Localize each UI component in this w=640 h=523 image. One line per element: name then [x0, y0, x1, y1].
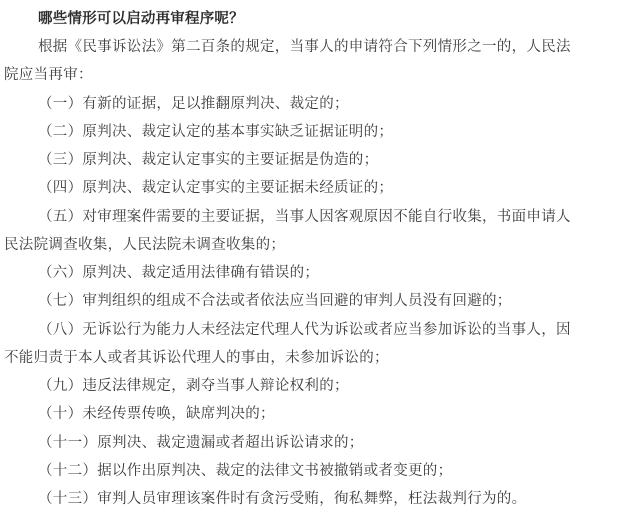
list-item-3: （三）原判决、裁定认定事实的主要证据是伪造的； [38, 152, 379, 168]
list-item-8-line-2: 不能归责于本人或者其诉讼代理人的事由，未参加诉讼的； [4, 350, 389, 366]
list-item-12: （十二）据以作出原判决、裁定的法律文书被撤销或者变更的； [38, 463, 453, 479]
list-item-7: （七）审判组织的组成不合法或者依法应当回避的审判人员没有回避的； [38, 293, 512, 309]
list-item-5-line-2: 民法院调查收集，人民法院未调查收集的； [4, 237, 286, 253]
intro-paragraph-line-2: 院应当再审： [4, 67, 93, 83]
list-item-8-line-1: （八）无诉讼行为能力人未经法定代理人代为诉讼或者应当参加诉讼的当事人，因 [38, 322, 571, 338]
list-item-13: （十三）审判人员审理该案件时有贪污受贿，徇私舞弊，枉法裁判行为的。 [38, 491, 527, 507]
list-item-2: （二）原判决、裁定认定的基本事实缺乏证据证明的； [38, 124, 394, 140]
list-item-4: （四）原判决、裁定认定事实的主要证据未经质证的； [38, 180, 394, 196]
list-item-11: （十一）原判决、裁定遗漏或者超出诉讼请求的； [38, 435, 364, 451]
list-item-9: （九）违反法律规定，剥夺当事人辩论权利的； [38, 378, 349, 394]
intro-paragraph-line-1: 根据《民事诉讼法》第二百条的规定，当事人的申请符合下列情形之一的，人民法 [38, 39, 571, 55]
document-title: 哪些情形可以启动再审程序呢？ [38, 11, 244, 27]
list-item-5-line-1: （五）对审理案件需要的主要证据，当事人因客观原因不能自行收集，书面申请人 [38, 209, 571, 225]
list-item-10: （十）未经传票传唤，缺席判决的； [38, 406, 275, 422]
list-item-1: （一）有新的证据，足以推翻原判决、裁定的； [38, 96, 349, 112]
list-item-6: （六）原判决、裁定适用法律确有错误的； [38, 265, 320, 281]
